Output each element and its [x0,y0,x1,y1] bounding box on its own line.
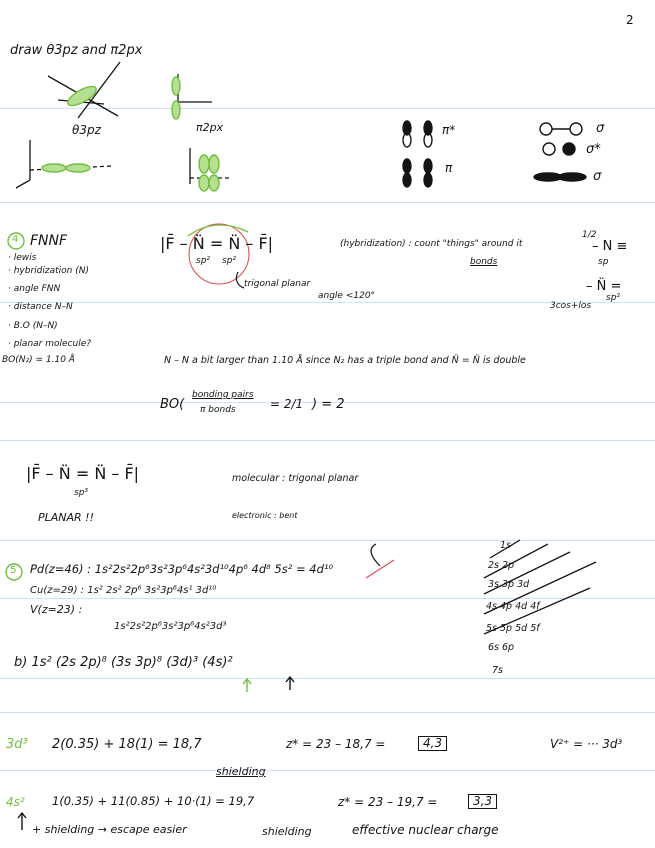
zeff-4s-result: 3,3 [468,794,497,809]
annotation-arrow [236,272,244,288]
sp2-symbol: – N̈ = [586,279,622,294]
list-item: · distance N–N [8,302,73,312]
pd-configuration: Pd(z=46) : 1s²2s²2p⁶3s²3p⁶4s²3d¹⁰4p⁶ 4d⁸ 5s² = 4d¹⁰ [30,562,334,576]
annotation-arrow [371,544,380,566]
label-sigma: σ [596,121,605,136]
sp-symbol: – N ≡ [592,239,628,254]
effective-charge-note: effective nuclear charge [352,823,499,837]
hybridization-sp3: sp³ [74,488,89,498]
bond-order-result: ) = 2 [312,397,345,412]
annotation-circle [189,224,249,284]
label-theta-3pz: θ3pz [72,123,101,137]
list-item: · hybridization (N) [8,266,89,276]
label-pi-2px: π2px [196,121,224,134]
sp-label: sp [598,257,609,267]
zeff-4s: z* = 23 – 19,7 = [338,795,438,809]
label-sigma-star: σ* [586,142,601,157]
cos-note: 3cos+los [550,301,592,311]
sp-fraction: 1/2 [582,230,597,240]
nn-distance-sentence: N – N a bit larger than 1.10 Å since N₂ has a triple bond and N̈ = N̈ is double [164,355,526,366]
list-item: · angle FNN [8,284,61,294]
label-pi-star: π* [442,123,456,137]
trigonal-planar-note: trigonal planar [244,279,311,289]
aufbau-row: 5s 5p 5d 5f [486,623,540,634]
zeff-3d-result: 4,3 [418,736,447,751]
v2-configuration: V²⁺ = ··· 3d³ [550,737,623,751]
label-sigma-2: σ [593,169,602,184]
cu-configuration: Cu(z=29) : 1s² 2s² 2p⁶ 3s²3p⁶4s¹ 3d¹⁰ [30,585,217,596]
lewis-structure-bottom: |F̄ – N̈ = N̈ – F̄| [26,464,140,483]
page-number: 2 [626,13,634,27]
aufbau-row: 4s 4p 4d 4f [486,601,540,612]
electronic-geometry: electronic : bent [232,511,298,520]
sp2-label: sp² [606,293,621,303]
calc-3d: 2(0.35) + 18(1) = 18,7 [52,737,202,752]
hybridization-sp2-a: sp² [196,256,211,266]
label-pi: π [445,161,453,175]
shielding-note: shielding [262,825,312,838]
aufbau-row: 3s 3p 3d [488,579,530,590]
bond-order-prefix: BO( [160,397,185,412]
list-item: · lewis [8,253,37,263]
label-4s2: 4s² [6,795,25,809]
bonds-word: bonds [470,257,498,267]
orbital-heading: draw θ3pz and π2px [10,43,143,58]
v-configuration: 1s²2s²2p⁶3s²3p⁶4s²3d³ [114,621,227,632]
label-3d3: 3d³ [6,737,28,752]
aufbau-row: 1s [500,540,511,551]
hybridization-label: (hybridization) : count "things" around it [340,239,523,249]
aufbau-row: 2s 2p [488,560,515,571]
planar-conclusion: PLANAR !! [38,511,94,524]
section-4-title: FNNF [30,233,68,249]
strike-mark [366,560,394,578]
angle-note: angle <120° [318,291,376,301]
bond-order-numerator: bonding pairs [192,390,254,400]
zeff-3d: z* = 23 – 18,7 = [286,737,386,751]
bond-length-note: BO(N₂) = 1.10 Å [2,355,75,365]
bond-order-fraction: = 2/1 [270,397,304,411]
section-4-number: 4 [12,234,19,245]
calc-4s: 1(0.35) + 11(0.85) + 10·(1) = 19,7 [52,794,255,808]
list-item: · planar molecule? [8,339,92,349]
list-item: · B.O (N–N) [8,321,58,331]
bond-order-denominator: π bonds [200,405,236,415]
grouped-configuration: b) 1s² (2s 2p)⁸ (3s 3p)⁸ (3d)³ (4s)² [14,655,233,670]
aufbau-row: 7s [492,665,503,676]
molecular-geometry: molecular : trigonal planar [232,473,359,484]
section-5-number: 5 [10,565,17,576]
hybridization-sp2-b: sp² [222,256,237,266]
v-label: V(z=23) : [30,603,83,616]
aufbau-row: 6s 6p [488,642,515,653]
escape-note: + shielding → escape easier [32,823,187,836]
shielding-label: shielding [216,765,266,778]
lewis-structure-top: |F̄ – N̈ = N̈ – F̄| [160,234,274,253]
